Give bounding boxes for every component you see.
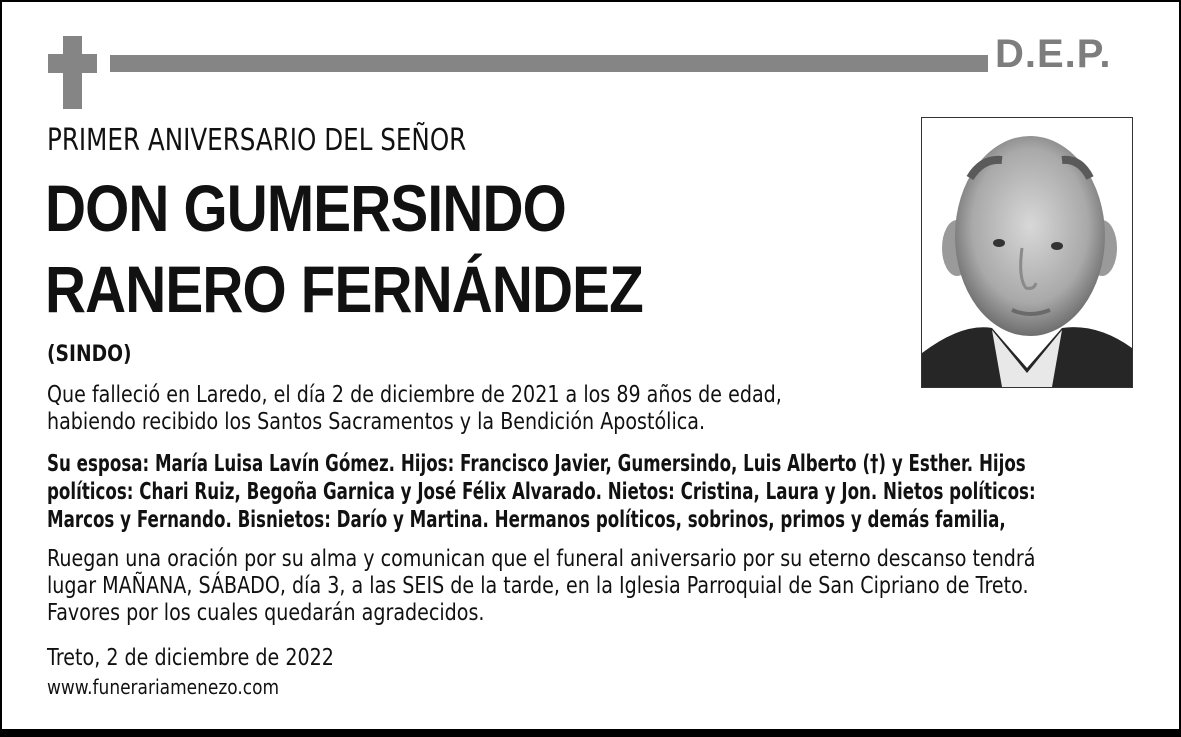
funeral-request-line: lugar MAÑANA, SÁBADO, día 3, a las SEIS de la tarde, en la Iglesia Parroquial de San Cipriano de Treto. bbox=[47, 573, 1029, 599]
funeral-request-line: Ruegan una oración por su alma y comunican que el funeral aniversario por su eterno descanso tendrá bbox=[47, 546, 1036, 572]
deceased-nickname: (SINDO) bbox=[47, 342, 132, 367]
dep-label: D.E.P. bbox=[995, 32, 1112, 76]
family-list-line: Su esposa: María Luisa Lavín Gómez. Hijos: Francisco Javier, Gumersindo, Luis Alberto (†) y Esther. Hijos bbox=[47, 451, 1026, 477]
portrait-photo bbox=[921, 117, 1133, 388]
family-list-line: Marcos y Fernando. Bisnietos: Darío y Martina. Hermanos políticos, sobrinos, primos y demás familia, bbox=[47, 507, 1006, 533]
portrait-image bbox=[922, 118, 1132, 387]
cross-icon-arm bbox=[48, 54, 97, 73]
death-details-line: Que falleció en Laredo, el día 2 de diciembre de 2021 a los 89 años de edad, bbox=[47, 382, 782, 408]
deceased-name-line1: DON GUMERSINDO bbox=[45, 171, 566, 245]
funeral-request-line: Favores por los cuales quedarán agradecidos. bbox=[47, 600, 485, 626]
place-date: Treto, 2 de diciembre de 2022 bbox=[47, 645, 334, 671]
family-list bbox=[47, 450, 1036, 534]
death-details-line: habiendo recibido los Santos Sacramentos y la Bendición Apostólica. bbox=[47, 409, 706, 435]
header-rule bbox=[110, 55, 988, 72]
family-list-line: políticos: Chari Ruiz, Begoña Garnica y José Félix Alvarado. Nietos: Cristina, Laura y Jon. Nietos políticos: bbox=[47, 479, 1036, 505]
website-link[interactable]: www.funerariamenezo.com bbox=[47, 675, 280, 699]
funeral-request bbox=[47, 546, 1035, 627]
notice-subtitle: PRIMER ANIVERSARIO DEL SEÑOR bbox=[47, 123, 467, 158]
death-details bbox=[47, 382, 782, 436]
deceased-name-line2: RANERO FERNÁNDEZ bbox=[45, 252, 643, 326]
